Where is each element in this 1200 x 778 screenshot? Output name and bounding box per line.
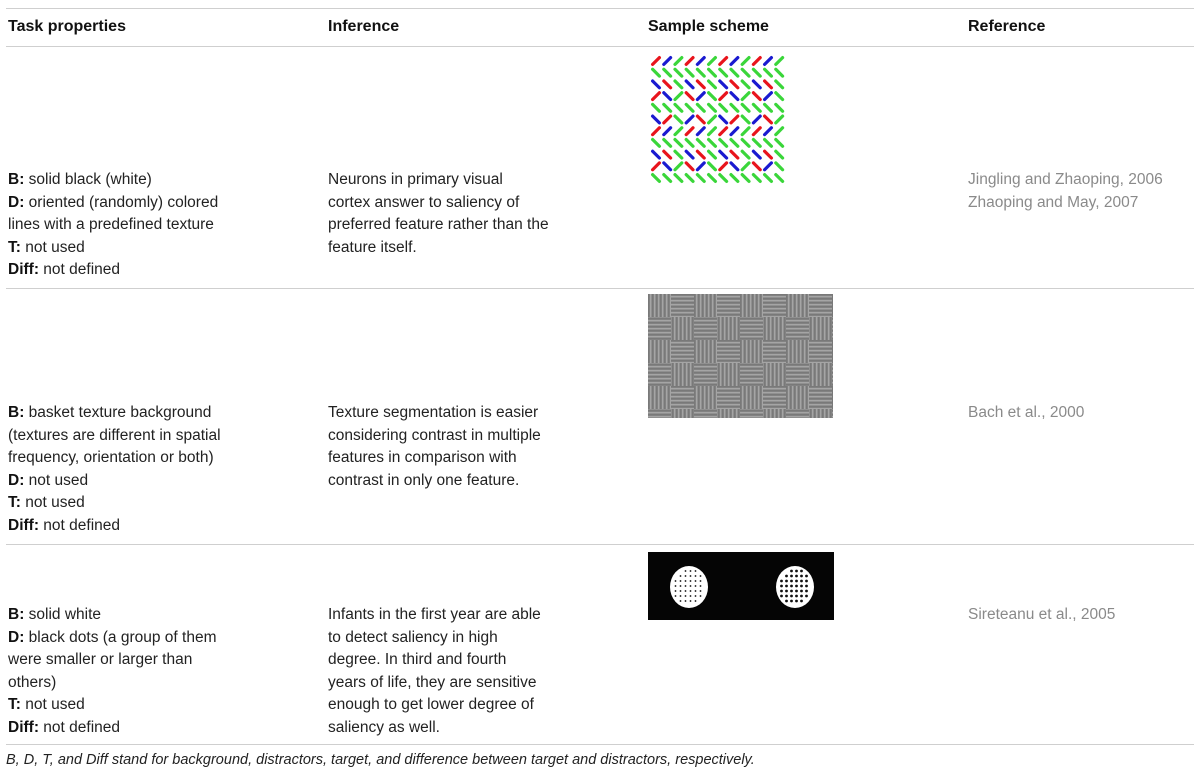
oriented-line xyxy=(742,104,749,111)
oriented-line xyxy=(765,163,772,170)
dot xyxy=(795,575,798,578)
dot xyxy=(680,595,682,597)
oriented-line xyxy=(664,81,671,88)
dot xyxy=(800,575,803,578)
oriented-line xyxy=(742,69,749,76)
oriented-line xyxy=(686,69,693,76)
dot xyxy=(785,590,788,593)
dot xyxy=(700,590,702,592)
dot xyxy=(795,600,798,603)
dot xyxy=(690,595,692,597)
oriented-line xyxy=(720,81,727,88)
dot xyxy=(685,570,687,572)
dot xyxy=(795,595,798,598)
oriented-line xyxy=(664,175,671,182)
dot xyxy=(690,570,692,572)
oriented-line xyxy=(686,93,693,100)
oriented-line xyxy=(675,81,682,88)
oriented-line xyxy=(686,116,693,123)
row2-references: Bach et al., 2000 xyxy=(968,404,1085,421)
oriented-line xyxy=(731,104,738,111)
dot xyxy=(695,590,697,592)
oriented-line xyxy=(664,116,671,123)
dot xyxy=(790,575,793,578)
oriented-line xyxy=(697,81,704,88)
oriented-line xyxy=(709,93,716,100)
oriented-line xyxy=(731,69,738,76)
oriented-line xyxy=(753,175,760,182)
oriented-line xyxy=(664,128,671,135)
oriented-line xyxy=(731,151,738,158)
oriented-line xyxy=(653,175,660,182)
dot xyxy=(685,575,687,577)
oriented-line xyxy=(765,104,772,111)
dot xyxy=(685,580,687,582)
oriented-line xyxy=(686,58,693,65)
oriented-line xyxy=(753,69,760,76)
oriented-line xyxy=(720,93,727,100)
oriented-line xyxy=(664,104,671,111)
oriented-line xyxy=(686,140,693,147)
table-bottom-rule xyxy=(6,744,1194,745)
oriented-line xyxy=(720,116,727,123)
oriented-line xyxy=(742,58,749,65)
dot xyxy=(680,600,682,602)
oriented-line xyxy=(753,81,760,88)
dot xyxy=(695,585,697,587)
dot xyxy=(685,595,687,597)
oriented-line xyxy=(686,175,693,182)
oriented-line xyxy=(697,58,704,65)
oriented-line xyxy=(731,81,738,88)
dot xyxy=(685,585,687,587)
dot xyxy=(675,590,677,592)
oriented-line xyxy=(653,163,660,170)
oriented-line xyxy=(675,175,682,182)
oriented-line xyxy=(653,81,660,88)
oriented-line xyxy=(765,175,772,182)
oriented-line xyxy=(731,116,738,123)
dot xyxy=(785,575,788,578)
oriented-line xyxy=(664,93,671,100)
oriented-line xyxy=(731,93,738,100)
dot xyxy=(785,595,788,598)
dot xyxy=(695,570,697,572)
oriented-line xyxy=(653,69,660,76)
header-rule xyxy=(6,46,1194,47)
oriented-line xyxy=(765,58,772,65)
oriented-line xyxy=(753,128,760,135)
oriented-line xyxy=(653,151,660,158)
oriented-line xyxy=(720,58,727,65)
oriented-line xyxy=(709,151,716,158)
oriented-line xyxy=(697,175,704,182)
oriented-line xyxy=(776,69,783,76)
oriented-line xyxy=(776,175,783,182)
dot xyxy=(790,600,793,603)
oriented-line xyxy=(720,151,727,158)
row2-inference: Texture segmentation is easier considering contrast in multiple features in comparison with contrast in only one feature. xyxy=(328,404,541,489)
oriented-line xyxy=(697,128,704,135)
oriented-line xyxy=(720,175,727,182)
oriented-line xyxy=(731,163,738,170)
oriented-line xyxy=(742,116,749,123)
oriented-line xyxy=(686,151,693,158)
dot xyxy=(795,585,798,588)
dot xyxy=(780,595,783,598)
dot xyxy=(785,585,788,588)
dot xyxy=(805,580,808,583)
oriented-line xyxy=(697,116,704,123)
dot xyxy=(690,590,692,592)
oriented-line xyxy=(753,104,760,111)
dot xyxy=(800,570,803,573)
oriented-line xyxy=(664,69,671,76)
oriented-line xyxy=(709,69,716,76)
header-inference: Inference xyxy=(328,18,400,35)
oriented-line xyxy=(709,104,716,111)
oriented-line xyxy=(776,140,783,147)
sample-scheme-oriented-lines xyxy=(648,54,788,186)
dot xyxy=(695,600,697,602)
row1-task-properties: B: solid black (white) D: oriented (randomly) colored lines with a predefined texture T: not used Diff: not defined xyxy=(8,171,219,278)
oriented-line xyxy=(675,128,682,135)
table-top-rule xyxy=(6,8,1194,9)
dot xyxy=(805,595,808,598)
oriented-line xyxy=(753,58,760,65)
oriented-line xyxy=(765,116,772,123)
dot xyxy=(675,580,677,582)
oriented-line xyxy=(720,104,727,111)
oriented-line xyxy=(709,128,716,135)
oriented-line xyxy=(720,128,727,135)
dot xyxy=(785,580,788,583)
oriented-line xyxy=(753,163,760,170)
oriented-line xyxy=(675,58,682,65)
dot xyxy=(790,570,793,573)
oriented-line xyxy=(653,58,660,65)
oriented-line xyxy=(697,104,704,111)
dot xyxy=(680,585,682,587)
oriented-line xyxy=(776,58,783,65)
dot xyxy=(700,575,702,577)
oriented-line xyxy=(742,81,749,88)
oriented-line xyxy=(776,163,783,170)
dot xyxy=(700,580,702,582)
oriented-line xyxy=(765,93,772,100)
oriented-line xyxy=(742,151,749,158)
oriented-line xyxy=(742,175,749,182)
dot xyxy=(695,595,697,597)
dot xyxy=(790,585,793,588)
oriented-line xyxy=(675,140,682,147)
oriented-line xyxy=(697,140,704,147)
oriented-line xyxy=(742,128,749,135)
oriented-line xyxy=(675,93,682,100)
dot xyxy=(700,585,702,587)
dot xyxy=(680,575,682,577)
dot xyxy=(790,590,793,593)
oriented-line xyxy=(675,151,682,158)
dot xyxy=(685,600,687,602)
oriented-line xyxy=(675,104,682,111)
dot xyxy=(800,595,803,598)
dot xyxy=(795,570,798,573)
oriented-line xyxy=(765,69,772,76)
dot xyxy=(795,580,798,583)
oriented-line xyxy=(776,104,783,111)
sample-scheme-basket-texture xyxy=(648,294,833,418)
dot xyxy=(690,580,692,582)
oriented-line xyxy=(765,128,772,135)
oriented-line xyxy=(697,93,704,100)
oriented-line xyxy=(697,151,704,158)
dot xyxy=(700,595,702,597)
header-reference: Reference xyxy=(968,18,1046,35)
dot xyxy=(800,600,803,603)
oriented-line xyxy=(776,81,783,88)
row1-references: Jingling and Zhaoping, 2006 Zhaoping and May, 2007 xyxy=(968,171,1163,211)
row1-inference: Neurons in primary visual cortex answer to saliency of preferred feature rather than the feature itself. xyxy=(328,171,549,256)
dot xyxy=(800,590,803,593)
dot xyxy=(680,590,682,592)
dot xyxy=(695,575,697,577)
oriented-line xyxy=(686,128,693,135)
dot xyxy=(800,585,803,588)
oriented-line xyxy=(697,69,704,76)
oriented-line xyxy=(675,69,682,76)
oriented-line xyxy=(675,163,682,170)
oriented-line xyxy=(765,140,772,147)
oriented-line xyxy=(753,116,760,123)
oriented-line xyxy=(776,116,783,123)
dot xyxy=(805,575,808,578)
row2-rule xyxy=(6,544,1194,545)
oriented-line xyxy=(731,58,738,65)
oriented-line xyxy=(709,81,716,88)
oriented-line xyxy=(653,104,660,111)
oriented-line xyxy=(731,175,738,182)
row3-inference: Infants in the first year are able to detect saliency in high degree. In third and fourth years of life, they are sensitive enough to get lower degree of saliency as well. xyxy=(328,606,541,736)
dot xyxy=(680,580,682,582)
dot xyxy=(695,580,697,582)
row1-rule xyxy=(6,288,1194,289)
oriented-line xyxy=(653,93,660,100)
oriented-line xyxy=(731,128,738,135)
oriented-line xyxy=(664,58,671,65)
oriented-line xyxy=(664,140,671,147)
oriented-line xyxy=(709,175,716,182)
oriented-line xyxy=(742,163,749,170)
dot xyxy=(780,585,783,588)
oriented-line xyxy=(709,58,716,65)
oriented-line xyxy=(776,128,783,135)
dot xyxy=(800,580,803,583)
oriented-line xyxy=(664,163,671,170)
dot xyxy=(780,590,783,593)
sample-scheme-dotted-circles xyxy=(648,552,834,620)
oriented-line xyxy=(753,93,760,100)
oriented-line xyxy=(776,151,783,158)
oriented-line xyxy=(753,151,760,158)
dot xyxy=(675,585,677,587)
dot xyxy=(690,600,692,602)
oriented-line xyxy=(697,163,704,170)
row2-task-properties: B: basket texture background (textures are different in spatial frequency, orientation or both) D: not used T: not used Diff: not defined xyxy=(8,404,221,534)
oriented-line xyxy=(765,81,772,88)
dot xyxy=(795,590,798,593)
dot xyxy=(675,595,677,597)
oriented-line xyxy=(653,116,660,123)
dot xyxy=(690,575,692,577)
oriented-line xyxy=(720,140,727,147)
dot xyxy=(785,600,788,603)
oriented-line xyxy=(664,151,671,158)
oriented-line xyxy=(709,116,716,123)
oriented-line xyxy=(686,81,693,88)
row3-task-properties: B: solid white D: black dots (a group of them were smaller or larger than others) T: not used Diff: not defined xyxy=(8,606,217,736)
oriented-line xyxy=(742,93,749,100)
oriented-line xyxy=(742,140,749,147)
oriented-line xyxy=(653,128,660,135)
row3-references: Sireteanu et al., 2005 xyxy=(968,606,1116,623)
header-sample-scheme: Sample scheme xyxy=(648,18,769,35)
oriented-line xyxy=(653,140,660,147)
dot xyxy=(805,590,808,593)
dot xyxy=(685,590,687,592)
dot xyxy=(790,580,793,583)
oriented-line xyxy=(720,69,727,76)
header-task-properties: Task properties xyxy=(8,18,126,35)
table-footnote: B, D, T, and Diff stand for background, distractors, target, and difference between target and distractors, respectively. xyxy=(6,752,755,768)
oriented-line xyxy=(709,163,716,170)
oriented-line xyxy=(675,116,682,123)
oriented-line xyxy=(720,163,727,170)
oriented-line xyxy=(709,140,716,147)
oriented-line xyxy=(686,163,693,170)
oriented-line xyxy=(731,140,738,147)
oriented-line xyxy=(686,104,693,111)
oriented-line xyxy=(776,93,783,100)
oriented-line xyxy=(765,151,772,158)
dot xyxy=(780,580,783,583)
oriented-line xyxy=(753,140,760,147)
dot xyxy=(690,585,692,587)
dot xyxy=(805,585,808,588)
dot xyxy=(790,595,793,598)
